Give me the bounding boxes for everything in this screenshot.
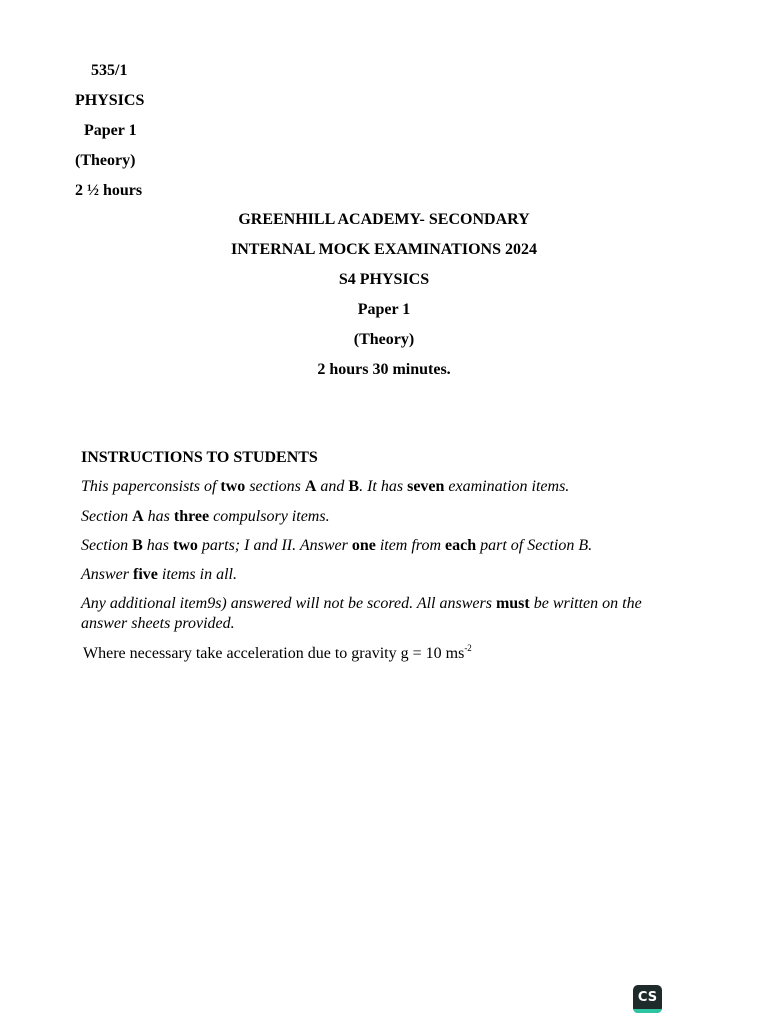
paper-code: 535/1 [91, 62, 128, 79]
instruction-line-4: Answer five items in all. [81, 566, 237, 583]
exam-title: INTERNAL MOCK EXAMINATIONS 2024 [231, 241, 537, 258]
instruction-line-5-cont: answer sheets provided. [81, 615, 235, 632]
camscanner-logo: CS [633, 985, 662, 1013]
instruction-line-2: Section A has three compulsory items. [81, 508, 330, 525]
instruction-line-3: Section B has two parts; I and II. Answer one item from each part of Section B. [81, 537, 593, 554]
logo-stripe [633, 1009, 662, 1013]
instruction-line-1: This paperconsists of two sections A and B. It has seven examination items. [81, 478, 570, 495]
center-paper-number: Paper 1 [357, 301, 411, 318]
paper-type: (Theory) [75, 152, 136, 169]
paper-number: Paper 1 [84, 122, 137, 139]
instruction-line-5: Any additional item9s) answered will not be scored. All answers must be written on the [81, 595, 642, 612]
center-duration: 2 hours 30 minutes. [317, 361, 451, 378]
school-name: GREENHILL ACADEMY- SECONDARY [238, 211, 530, 228]
subject-label: PHYSICS [75, 92, 145, 109]
gravity-note: Where necessary take acceleration due to gravity g = 10 $ms^{-2}$ [83, 643, 472, 662]
class-subject: S4 PHYSICS [338, 271, 430, 288]
paper-duration: 2 ½ hours [75, 182, 143, 199]
center-paper-type: (Theory) [353, 331, 415, 348]
instructions-heading: INSTRUCTIONS TO STUDENTS [81, 449, 318, 466]
